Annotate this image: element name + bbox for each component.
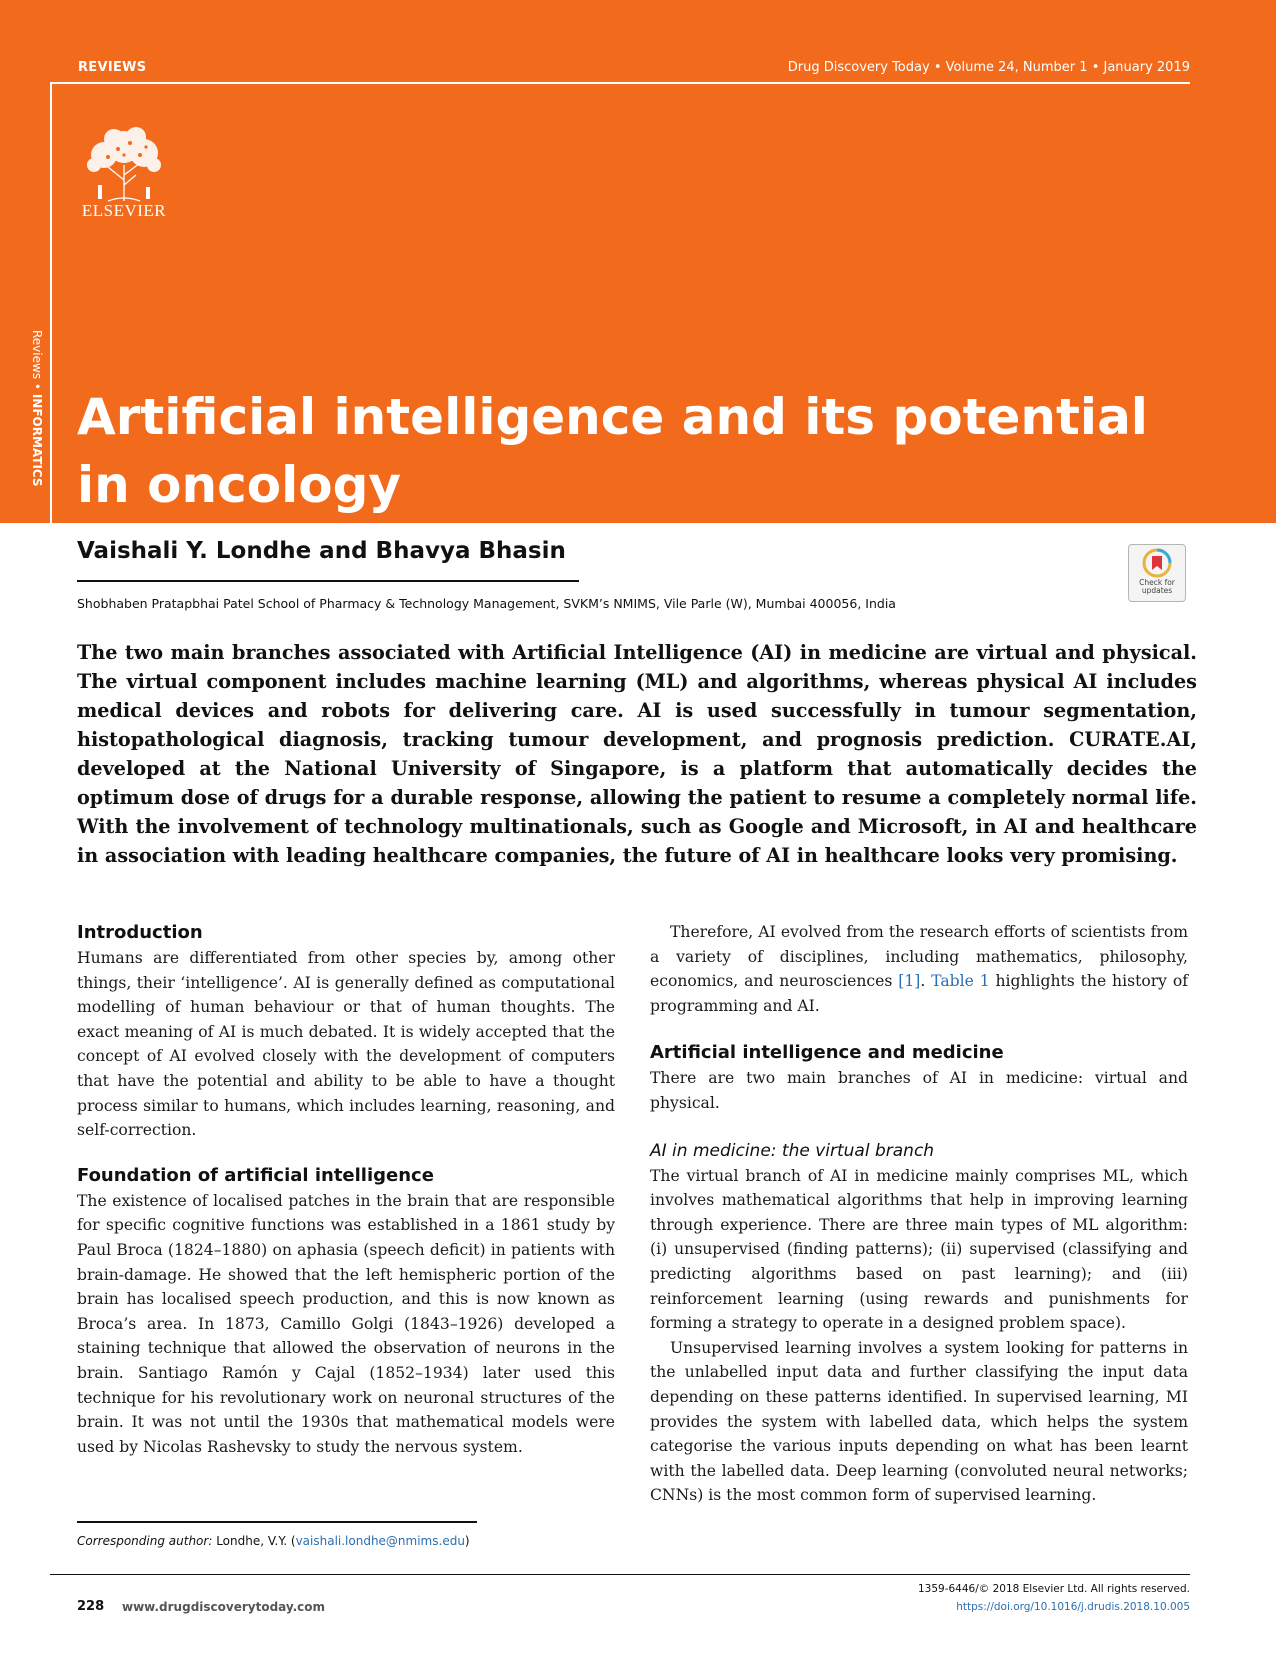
separator-dot: • bbox=[1091, 60, 1104, 75]
author-affiliation: Shobhaben Pratapbhai Patel School of Pharmacy & Technology Management, SVKM’s NMIMS, Vile Parle (W), Mumbai 400056, India bbox=[77, 596, 896, 611]
article-abstract: The two main branches associated with Artificial Intelligence (AI) in medicine are virtual and physical. The virtual component includes machine learning (ML) and algorithms, whereas physical AI includes medical devices and robots for delivering care. AI is used successfully in tumour segmentation, histopathological diagnosis, tracking tumour development, and prognosis prediction. CURATE.AI, developed at the National University of Singapore, is a platform that automatically decides the optimum dose of drugs for a durable response, allowing the patient to resume a completely normal life. With the involvement of technology multinationals, such as Google and Microsoft, in AI and healthcare in association with leading healthcare companies, the future of AI in healthcare looks very promising. bbox=[77, 641, 1197, 867]
article-title: Artificial intelligence and its potential in oncology bbox=[77, 388, 1148, 514]
section-heading-ai-medicine: Artificial intelligence and medicine bbox=[650, 1042, 1004, 1064]
therefore-text: highlights the history of programming and AI. bbox=[650, 972, 1189, 1015]
side-label-prefix: Reviews bbox=[30, 330, 44, 380]
unsupervised-paragraph: Unsupervised learning involves a system looking for patterns in the unlabelled input data and further classifying the input data depending on these patterns identified. In supervised learning, MI provides the system with labelled data, which helps the system categorise the various inputs depending on what has been learnt with the labelled data. Deep learning (convoluted neural networks; CNNs) is the most common form of supervised learning. bbox=[650, 1338, 1188, 1505]
elsevier-logo bbox=[78, 125, 170, 221]
footnote-divider bbox=[77, 1521, 477, 1523]
check-for-updates-button[interactable] bbox=[1128, 544, 1186, 602]
section-heading-foundation: Foundation of artificial intelligence bbox=[77, 1164, 434, 1186]
banner-frame-vertical bbox=[50, 82, 52, 523]
introduction-paragraph: Humans are differentiated from other species by, among other things, their ‘intelligence’. AI is generally defined as computational modelling of human behaviour or that of human thoughts. The exact meaning of AI is much debated. It is widely accepted that the concept of AI evolved closely with the development of computers that have the potential and ability to be able to have a thought process similar to humans, which includes learning, reasoning, and self-correction. bbox=[77, 949, 615, 1140]
ai-medicine-paragraph: There are two main branches of AI in medicine: virtual and physical. bbox=[650, 1069, 1188, 1112]
article-authors: Vaishali Y. Londhe and Bhavya Bhasin bbox=[77, 538, 566, 564]
publisher-logo-text: ELSEVIER bbox=[81, 201, 167, 220]
side-label-section: INFORMATICS bbox=[30, 393, 44, 487]
journal-volume: Volume 24, Number 1 bbox=[945, 60, 1088, 75]
title-banner bbox=[0, 0, 1276, 523]
page-number: 228 bbox=[77, 1599, 105, 1614]
therefore-text: . bbox=[920, 972, 932, 991]
banner-frame-horizontal bbox=[50, 82, 1190, 84]
footnote-author-name: Londhe, V.Y. bbox=[216, 1534, 288, 1548]
tree-icon bbox=[78, 125, 170, 203]
table-link[interactable]: Table 1 bbox=[931, 972, 990, 991]
journal-citation bbox=[788, 60, 1190, 75]
left-column bbox=[77, 920, 615, 1459]
side-section-label bbox=[24, 330, 44, 500]
separator-dot: • bbox=[933, 60, 946, 75]
citation-link[interactable]: [1] bbox=[898, 972, 921, 991]
footer-divider bbox=[50, 1574, 1190, 1575]
journal-website: www.drugdiscoverytoday.com bbox=[122, 1600, 326, 1614]
journal-date: January 2019 bbox=[1103, 60, 1190, 75]
therefore-paragraph bbox=[650, 920, 1188, 1018]
copyright-notice: 1359-6446/© 2018 Elsevier Ltd. All rights reserved. bbox=[917, 1583, 1190, 1595]
section-label: REVIEWS bbox=[78, 60, 147, 75]
author-email-link[interactable]: vaishali.londhe@nmims.edu bbox=[295, 1534, 465, 1548]
journal-name: Drug Discovery Today bbox=[787, 60, 930, 75]
footnote-label: Corresponding author: bbox=[77, 1534, 213, 1548]
separator-dot: • bbox=[30, 382, 44, 394]
check-updates-icon bbox=[1142, 548, 1172, 578]
therefore-text: Therefore, AI evolved from the research efforts of scientists from a variety of disciplines, including mathematics, philosophy, economics, and neurosciences bbox=[650, 923, 1188, 991]
virtual-branch-paragraph: The virtual branch of AI in medicine mainly comprises ML, which involves mathematical algorithms that help in improving learning through experience. There are three main types of ML algorithm: (i) unsupervised (finding patterns); (ii) supervised (classifying and predicting algorithms based on past learning); and (iii) reinforcement learning (using rewards and punishments for forming a strategy to operate in a designed problem space). bbox=[650, 1166, 1188, 1333]
check-updates-label: Check for updates bbox=[1139, 578, 1175, 595]
authors-underline bbox=[77, 580, 579, 582]
subsection-heading-virtual: AI in medicine: the virtual branch bbox=[650, 1140, 935, 1161]
section-heading-introduction: Introduction bbox=[77, 922, 203, 943]
corresponding-author-note: Corresponding author: Londhe, V.Y. (vaishali.londhe@nmims.edu) bbox=[77, 1534, 470, 1548]
doi-link[interactable]: https://doi.org/10.1016/j.drudis.2018.10.005 bbox=[956, 1601, 1190, 1613]
right-column bbox=[650, 920, 1188, 1508]
foundation-paragraph: The existence of localised patches in the brain that are responsible for specific cognitive functions was established in a 1861 study by Paul Broca (1824–1880) on aphasia (speech deficit) in patients with brain-damage. He showed that the left hemispheric portion of the brain has localised speech production, and this is now known as Broca’s area. In 1873, Camillo Golgi (1843–1926) developed a staining technique that allowed the observation of neurons in the brain. Santiago Ramón y Cajal (1852–1934) later used this technique for his revolutionary work on neuronal structures of the brain. It was not until the 1930s that mathematical models were used by Nicolas Rashevsky to study the nervous system. bbox=[77, 1191, 615, 1456]
